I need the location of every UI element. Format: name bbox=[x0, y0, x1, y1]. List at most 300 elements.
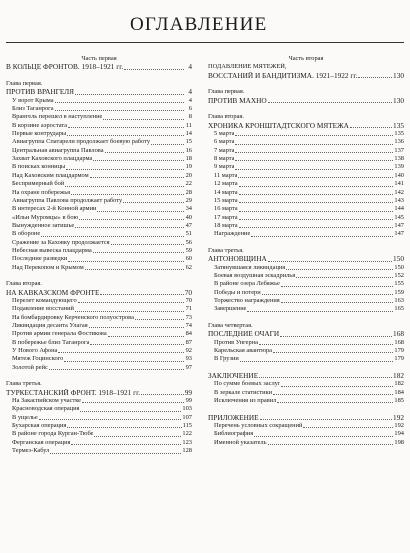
toc-item-page-number: 73 bbox=[185, 313, 192, 321]
toc-item-text: У ворот Крыма bbox=[12, 96, 54, 104]
toc-item[interactable] bbox=[6, 205, 192, 213]
part-title-text: ВОССТАНИЙ И БАНДИТИЗМА. 1921–1922 гг. bbox=[208, 71, 358, 80]
toc-item-page-number: 141 bbox=[394, 180, 404, 188]
toc-item-page-number: 60 bbox=[185, 255, 192, 263]
toc-item-leader bbox=[55, 105, 184, 111]
toc-item-page-number: 155 bbox=[394, 280, 404, 288]
toc-item-text: Сражение за Каховку продолжается bbox=[12, 238, 110, 246]
chapter-title-text: ПОСЛЕДНИЕ ОЧАГИ bbox=[208, 330, 280, 339]
toc-item[interactable] bbox=[6, 330, 192, 338]
toc-item-leader bbox=[67, 130, 184, 136]
toc-item-leader bbox=[80, 405, 181, 411]
toc-item[interactable] bbox=[208, 222, 404, 230]
appendix-title[interactable] bbox=[208, 414, 404, 422]
toc-item-text: 9 марта bbox=[214, 163, 235, 171]
toc-item[interactable] bbox=[208, 272, 404, 280]
toc-item-text: Исключения из правил bbox=[214, 397, 277, 405]
chapter-title[interactable] bbox=[208, 97, 404, 105]
toc-item[interactable] bbox=[208, 289, 404, 297]
spacer bbox=[208, 80, 404, 88]
toc-item[interactable] bbox=[6, 214, 192, 222]
chapter-title-leader bbox=[100, 289, 183, 295]
part-label bbox=[208, 55, 404, 63]
toc-item-text: Первые контрудары bbox=[12, 130, 67, 138]
part-title[interactable] bbox=[208, 72, 404, 80]
toc-item-leader bbox=[65, 180, 184, 186]
toc-item-text: В ущелье bbox=[12, 413, 38, 421]
part-title[interactable] bbox=[6, 63, 192, 71]
chapter-title[interactable] bbox=[208, 255, 404, 263]
toc-item[interactable] bbox=[6, 255, 192, 263]
toc-item-leader bbox=[50, 447, 181, 453]
toc-item-page-number: 147 bbox=[394, 221, 404, 229]
page-title: ОГЛАВЛЕНИЕ bbox=[130, 14, 268, 35]
toc-item-page-number: 115 bbox=[182, 422, 192, 430]
toc-item[interactable] bbox=[208, 155, 404, 163]
toc-item-text: В районе города Курган-Тюбе bbox=[12, 430, 94, 438]
chapter-label bbox=[208, 88, 404, 96]
conclusion-title-text: ЗАКЛЮЧЕНИЕ bbox=[208, 372, 259, 381]
toc-item-leader bbox=[240, 355, 394, 361]
toc-item-page-number: 47 bbox=[185, 221, 192, 229]
spacer bbox=[208, 239, 404, 247]
toc-item-page-number: 15 bbox=[185, 138, 192, 146]
toc-item[interactable] bbox=[6, 138, 192, 146]
toc-item-text: Награждение bbox=[214, 230, 251, 238]
chapter-label bbox=[6, 380, 192, 388]
part-title-leader bbox=[124, 63, 184, 69]
toc-item[interactable] bbox=[6, 122, 192, 130]
toc-item[interactable] bbox=[208, 430, 404, 438]
toc-item-leader bbox=[239, 180, 394, 186]
toc-item-text: В Грузии bbox=[214, 355, 239, 363]
toc-item[interactable] bbox=[208, 205, 404, 213]
toc-item-page-number: 92 bbox=[185, 347, 192, 355]
toc-item-page-number: 28 bbox=[185, 188, 192, 196]
chapter-title-page-number: 135 bbox=[393, 121, 404, 130]
toc-item-leader bbox=[235, 138, 393, 144]
toc-item[interactable] bbox=[208, 297, 404, 305]
toc-item-page-number: 144 bbox=[394, 205, 404, 213]
appendix-title-text: ПРИЛОЖЕНИЕ bbox=[208, 413, 259, 422]
toc-item-page-number: 14 bbox=[185, 130, 192, 138]
chapter-title-leader bbox=[75, 88, 184, 94]
toc-item-text: Термез-Кабул bbox=[12, 447, 50, 455]
toc-item-leader bbox=[67, 422, 181, 428]
chapter-title-page-number: 4 bbox=[188, 88, 192, 97]
toc-item-page-number: 103 bbox=[182, 405, 192, 413]
toc-item-page-number: 97 bbox=[185, 363, 192, 371]
toc-item-text: Именной указатель bbox=[214, 438, 267, 446]
toc-item-page-number: 138 bbox=[394, 155, 404, 163]
toc-item[interactable] bbox=[6, 105, 192, 113]
toc-item[interactable] bbox=[6, 405, 192, 413]
toc-item[interactable] bbox=[208, 197, 404, 205]
toc-item-text: Бухарская операция bbox=[12, 422, 67, 430]
toc-item-page-number: 71 bbox=[185, 305, 192, 313]
toc-item-leader bbox=[75, 305, 184, 311]
toc-item-page-number: 70 bbox=[185, 296, 192, 304]
toc-item[interactable] bbox=[6, 230, 192, 238]
toc-item-text: 7 марта bbox=[214, 146, 235, 154]
toc-item-text: «Ильи Муромцы» в бою bbox=[12, 213, 79, 221]
toc-item-leader bbox=[39, 414, 182, 420]
chapter-title-text: ПРОТИВ ВРАНГЕЛЯ bbox=[6, 88, 75, 97]
toc-item-page-number: 147 bbox=[394, 230, 404, 238]
toc-item-leader bbox=[273, 389, 393, 395]
spacer bbox=[6, 372, 192, 380]
toc-item[interactable] bbox=[208, 163, 404, 171]
toc-item-page-number: 143 bbox=[394, 196, 404, 204]
chapter-title-leader bbox=[280, 330, 392, 336]
toc-item-leader bbox=[238, 172, 393, 178]
chapter-title-leader bbox=[268, 255, 392, 261]
toc-item-text: 8 марта bbox=[214, 155, 235, 163]
part-title-page-number: 130 bbox=[393, 71, 404, 80]
toc-item-text: Перелет командующего bbox=[12, 296, 77, 304]
toc-item[interactable] bbox=[6, 197, 192, 205]
toc-item-leader bbox=[94, 430, 181, 436]
chapter-label-text: Глава третья. bbox=[6, 380, 42, 388]
toc-item[interactable] bbox=[208, 355, 404, 363]
chapter-title-text: НА КАВКАЗСКОМ ФРОНТЕ bbox=[6, 288, 100, 297]
appendix-title-page-number: 192 bbox=[393, 413, 404, 422]
toc-item[interactable] bbox=[6, 163, 192, 171]
chapter-title-leader bbox=[141, 389, 184, 395]
appendix-title-leader bbox=[260, 414, 392, 420]
toc-item-text: Карельская авантюра bbox=[214, 347, 272, 355]
toc-item-page-number: 194 bbox=[394, 430, 404, 438]
toc-item-leader bbox=[71, 439, 181, 445]
toc-item-page-number: 152 bbox=[394, 271, 404, 279]
toc-item[interactable] bbox=[6, 172, 192, 180]
toc-item[interactable] bbox=[6, 422, 192, 430]
toc-item-text: В побережье близ Таганрога bbox=[12, 338, 90, 346]
toc-item-leader bbox=[49, 364, 184, 370]
toc-item-page-number: 62 bbox=[185, 263, 192, 271]
toc-item-text: Мятеж Гоцинского bbox=[12, 355, 64, 363]
toc-item-text: Вынужденное затишье bbox=[12, 221, 75, 229]
toc-item-text: В обороне bbox=[12, 230, 41, 238]
toc-item[interactable] bbox=[208, 189, 404, 197]
toc-item-leader bbox=[79, 214, 184, 220]
part-label bbox=[6, 55, 192, 63]
toc-item-leader bbox=[97, 205, 184, 211]
toc-item-page-number: 165 bbox=[394, 305, 404, 313]
toc-item-leader bbox=[281, 280, 394, 286]
toc-item-text: На охране побережья bbox=[12, 188, 71, 196]
toc-item[interactable] bbox=[6, 264, 192, 272]
chapter-title-page-number: 99 bbox=[184, 388, 192, 397]
toc-item-leader bbox=[93, 247, 184, 253]
toc-item-page-number: 16 bbox=[185, 146, 192, 154]
toc-item-text: Победы и потери bbox=[214, 288, 261, 296]
toc-item[interactable] bbox=[6, 239, 192, 247]
toc-item-page-number: 159 bbox=[394, 288, 404, 296]
toc-item-page-number: 59 bbox=[185, 246, 192, 254]
toc-item-page-number: 145 bbox=[394, 213, 404, 221]
toc-item[interactable] bbox=[6, 347, 192, 355]
toc-item-leader bbox=[90, 172, 184, 178]
toc-item-leader bbox=[151, 138, 184, 144]
chapter-label-text: Глава третья. bbox=[208, 246, 244, 254]
spacer bbox=[6, 272, 192, 280]
toc-item[interactable] bbox=[6, 297, 192, 305]
toc-item-leader bbox=[90, 339, 184, 345]
toc-item-page-number: 74 bbox=[185, 322, 192, 329]
toc-item[interactable] bbox=[6, 305, 192, 313]
toc-item-page-number: 179 bbox=[394, 355, 404, 363]
toc-item-text: На бомбардировку Керченского полуострова bbox=[12, 313, 134, 321]
toc-item[interactable] bbox=[208, 138, 404, 146]
toc-item-leader bbox=[105, 147, 184, 153]
toc-item[interactable] bbox=[6, 439, 192, 447]
toc-item[interactable] bbox=[6, 113, 192, 121]
toc-item-page-number: 84 bbox=[185, 330, 192, 338]
chapter-title-text: ПРОТИВ МАХНО bbox=[208, 96, 267, 105]
toc-item-page-number: 163 bbox=[394, 296, 404, 304]
toc-item[interactable] bbox=[208, 214, 404, 222]
toc-item-leader bbox=[239, 197, 394, 203]
toc-item-leader bbox=[68, 122, 184, 128]
toc-item[interactable] bbox=[6, 364, 192, 372]
toc-item-page-number: 137 bbox=[394, 146, 404, 154]
chapter-title[interactable] bbox=[6, 389, 192, 397]
toc-item[interactable] bbox=[6, 97, 192, 105]
toc-item-leader bbox=[111, 239, 184, 245]
toc-item[interactable] bbox=[6, 414, 192, 422]
toc-item-leader bbox=[123, 197, 184, 203]
toc-item[interactable] bbox=[6, 155, 192, 163]
conclusion-title-leader bbox=[259, 372, 392, 378]
toc-item-page-number: 29 bbox=[185, 196, 192, 204]
toc-item-text: Красноводская операция bbox=[12, 405, 80, 413]
toc-item-leader bbox=[135, 314, 184, 320]
toc-item-text: 14 марта bbox=[214, 188, 238, 196]
chapter-title[interactable] bbox=[6, 289, 192, 297]
toc-item[interactable] bbox=[208, 347, 404, 355]
toc-item-page-number: 40 bbox=[185, 213, 192, 221]
part-title-line1-text: ПОДАВЛЕНИЕ МЯТЕЖЕЙ, bbox=[208, 63, 287, 71]
toc-item[interactable] bbox=[6, 147, 192, 155]
toc-item-leader bbox=[64, 355, 184, 361]
toc-item-leader bbox=[235, 147, 393, 153]
spacer bbox=[208, 314, 404, 322]
toc-item[interactable] bbox=[6, 397, 192, 405]
toc-item-page-number: 11 bbox=[185, 121, 192, 129]
toc-item-text: На Закаспийском участке bbox=[12, 397, 82, 405]
toc-item-text: Авиагруппа Павлова продолжает работу bbox=[12, 196, 123, 204]
toc-item-page-number: 93 bbox=[185, 355, 192, 363]
toc-item[interactable] bbox=[6, 447, 192, 455]
toc-item[interactable] bbox=[208, 180, 404, 188]
chapter-title[interactable] bbox=[208, 330, 404, 338]
toc-item-leader bbox=[75, 222, 184, 228]
toc-item-leader bbox=[239, 214, 394, 220]
conclusion-title-page-number: 182 bbox=[393, 372, 404, 381]
toc-item-text: У Нового Афона bbox=[12, 347, 58, 355]
toc-item-leader bbox=[259, 339, 393, 345]
toc-item-leader bbox=[89, 322, 184, 328]
toc-item[interactable] bbox=[208, 280, 404, 288]
toc-item-text: 12 марта bbox=[214, 180, 238, 188]
toc-item-leader bbox=[262, 289, 394, 295]
toc-item[interactable] bbox=[6, 355, 192, 363]
chapter-title-leader bbox=[350, 122, 392, 128]
toc-item-page-number: 192 bbox=[394, 422, 404, 430]
toc-left-column bbox=[6, 55, 192, 456]
chapter-label-text: Глава первая. bbox=[6, 80, 43, 88]
chapter-title-text: АНТОНОВЩИНА bbox=[208, 255, 267, 264]
toc-item[interactable] bbox=[208, 339, 404, 347]
toc-item[interactable] bbox=[208, 389, 404, 397]
toc-item[interactable] bbox=[6, 322, 192, 330]
toc-item[interactable] bbox=[6, 247, 192, 255]
toc-item-page-number: 140 bbox=[394, 171, 404, 179]
toc-item-leader bbox=[68, 255, 184, 261]
toc-item-page-number: 198 bbox=[394, 438, 404, 446]
toc-item-text: Врангель перешел в наступление bbox=[12, 113, 103, 121]
toc-item-text: Близ Таганрога bbox=[12, 105, 54, 113]
chapter-label bbox=[208, 247, 404, 255]
toc-item-page-number: 51 bbox=[185, 230, 192, 238]
toc-item-page-number: 18 bbox=[185, 155, 192, 163]
title-divider bbox=[6, 42, 404, 43]
part-title-leader bbox=[358, 72, 392, 78]
chapter-label-text: Глава четвертая. bbox=[208, 322, 253, 329]
spacer bbox=[6, 72, 192, 80]
toc-item[interactable] bbox=[208, 130, 404, 138]
toc-item[interactable] bbox=[6, 339, 192, 347]
toc-item[interactable] bbox=[208, 230, 404, 238]
chapter-label-text: Глава первая. bbox=[208, 88, 245, 96]
toc-item-page-number: 142 bbox=[394, 188, 404, 196]
toc-item[interactable] bbox=[208, 147, 404, 155]
toc-item-text: 11 марта bbox=[214, 171, 238, 179]
toc-item-text: Над Перекопом и Крымом bbox=[12, 263, 84, 271]
toc-item-text: Боевая воздушная эскадрилья bbox=[214, 271, 296, 279]
toc-item-text: Затянувшаяся ликвидация bbox=[214, 263, 286, 271]
toc-item-leader bbox=[82, 397, 184, 403]
toc-item-leader bbox=[103, 113, 184, 119]
chapter-label bbox=[6, 80, 192, 88]
toc-item-text: Последние разведки bbox=[12, 255, 68, 263]
toc-item-page-number: 56 bbox=[185, 238, 192, 246]
toc-item-page-number: 122 bbox=[182, 430, 192, 438]
part-title-line1 bbox=[208, 63, 404, 71]
toc-item[interactable] bbox=[208, 172, 404, 180]
toc-item[interactable] bbox=[6, 130, 192, 138]
chapter-title-page-number: 168 bbox=[393, 330, 404, 339]
toc-item-text: В зеркале статистики bbox=[214, 388, 273, 396]
toc-item[interactable] bbox=[6, 314, 192, 322]
toc-item[interactable] bbox=[208, 380, 404, 388]
toc-item[interactable] bbox=[6, 430, 192, 438]
toc-item-leader bbox=[239, 189, 394, 195]
toc-item-leader bbox=[85, 264, 184, 270]
toc-item[interactable] bbox=[6, 180, 192, 188]
toc-item-page-number: 123 bbox=[182, 438, 192, 446]
toc-item-page-number: 4 bbox=[188, 96, 192, 104]
part-label-text: Часть вторая bbox=[288, 55, 324, 62]
toc-item-text: Против Унгерна bbox=[214, 338, 258, 346]
chapter-title-page-number: 150 bbox=[393, 255, 404, 264]
toc-item-text: В поисках конницы bbox=[12, 163, 66, 171]
chapter-label bbox=[208, 113, 404, 121]
toc-item[interactable] bbox=[6, 189, 192, 197]
toc-item-page-number: 99 bbox=[185, 397, 192, 405]
toc-item-page-number: 87 bbox=[185, 338, 192, 346]
part-label-text: Часть первая bbox=[81, 55, 117, 62]
toc-item-leader bbox=[93, 155, 184, 161]
toc-item-leader bbox=[235, 163, 393, 169]
part-title-text: В КОЛЬЦЕ ФРОНТОВ. 1918–1921 гг. bbox=[6, 63, 124, 72]
toc-item-text: Беспримерный бой bbox=[12, 180, 65, 188]
toc-item-text: В корзине аэростата bbox=[12, 121, 68, 129]
toc-item-leader bbox=[296, 272, 393, 278]
toc-item-text: Перечень условных сокращений bbox=[214, 422, 303, 430]
toc-item[interactable] bbox=[208, 439, 404, 447]
toc-item-text: Завершение bbox=[214, 305, 247, 313]
toc-item-leader bbox=[108, 330, 184, 336]
toc-item-leader bbox=[281, 380, 393, 386]
chapter-title-page-number: 130 bbox=[393, 96, 404, 105]
toc-item[interactable] bbox=[208, 305, 404, 313]
toc-item-page-number: 182 bbox=[394, 380, 404, 388]
toc-item[interactable] bbox=[6, 222, 192, 230]
toc-item-page-number: 19 bbox=[185, 163, 192, 171]
conclusion-title[interactable] bbox=[208, 372, 404, 380]
toc-item-text: Против армии генерала Фостикова bbox=[12, 330, 107, 338]
toc-item-text: По сумме боевых заслуг bbox=[214, 380, 281, 388]
toc-item-text: В интересах 2-й Конной армии bbox=[12, 205, 97, 213]
toc-item-text: 5 марта bbox=[214, 130, 235, 138]
toc-item[interactable] bbox=[208, 397, 404, 405]
toc-item-page-number: 135 bbox=[394, 130, 404, 138]
toc-item-text: Золотой рейс bbox=[12, 363, 48, 371]
toc-item-page-number: 128 bbox=[182, 447, 192, 455]
toc-item-text: Небесная вывеска плацдарма bbox=[12, 246, 92, 254]
toc-item-page-number: 22 bbox=[185, 180, 192, 188]
toc-item-page-number: 184 bbox=[394, 388, 404, 396]
toc-right-column bbox=[208, 55, 404, 447]
toc-item[interactable] bbox=[208, 264, 404, 272]
toc-item-leader bbox=[66, 163, 184, 169]
toc-item-text: Подавление восстаний bbox=[12, 305, 74, 313]
toc-item-text: 15 марта bbox=[214, 196, 238, 204]
chapter-label bbox=[208, 322, 404, 330]
chapter-title[interactable] bbox=[208, 122, 404, 130]
toc-item-leader bbox=[239, 222, 394, 228]
toc-item-leader bbox=[281, 297, 394, 303]
toc-item-leader bbox=[235, 130, 393, 136]
toc-item-leader bbox=[254, 430, 393, 436]
toc-item-page-number: 8 bbox=[188, 113, 192, 121]
toc-item-page-number: 136 bbox=[394, 138, 404, 146]
chapter-label-text: Глава вторая. bbox=[208, 113, 244, 121]
chapter-title-leader bbox=[268, 97, 392, 103]
toc-item-leader bbox=[41, 230, 184, 236]
toc-item-text: Захват Каховского плацдарма bbox=[12, 155, 93, 163]
chapter-title[interactable] bbox=[6, 88, 192, 96]
toc-item-page-number: 34 bbox=[185, 205, 192, 213]
toc-item[interactable] bbox=[208, 422, 404, 430]
toc-item-leader bbox=[58, 347, 184, 353]
toc-item-text: Ликвидация десанта Улагая bbox=[12, 322, 88, 329]
toc-item-leader bbox=[55, 97, 184, 103]
part-title-page-number: 4 bbox=[188, 63, 192, 72]
toc-item-text: В районе озера Лебяжье bbox=[214, 280, 280, 288]
